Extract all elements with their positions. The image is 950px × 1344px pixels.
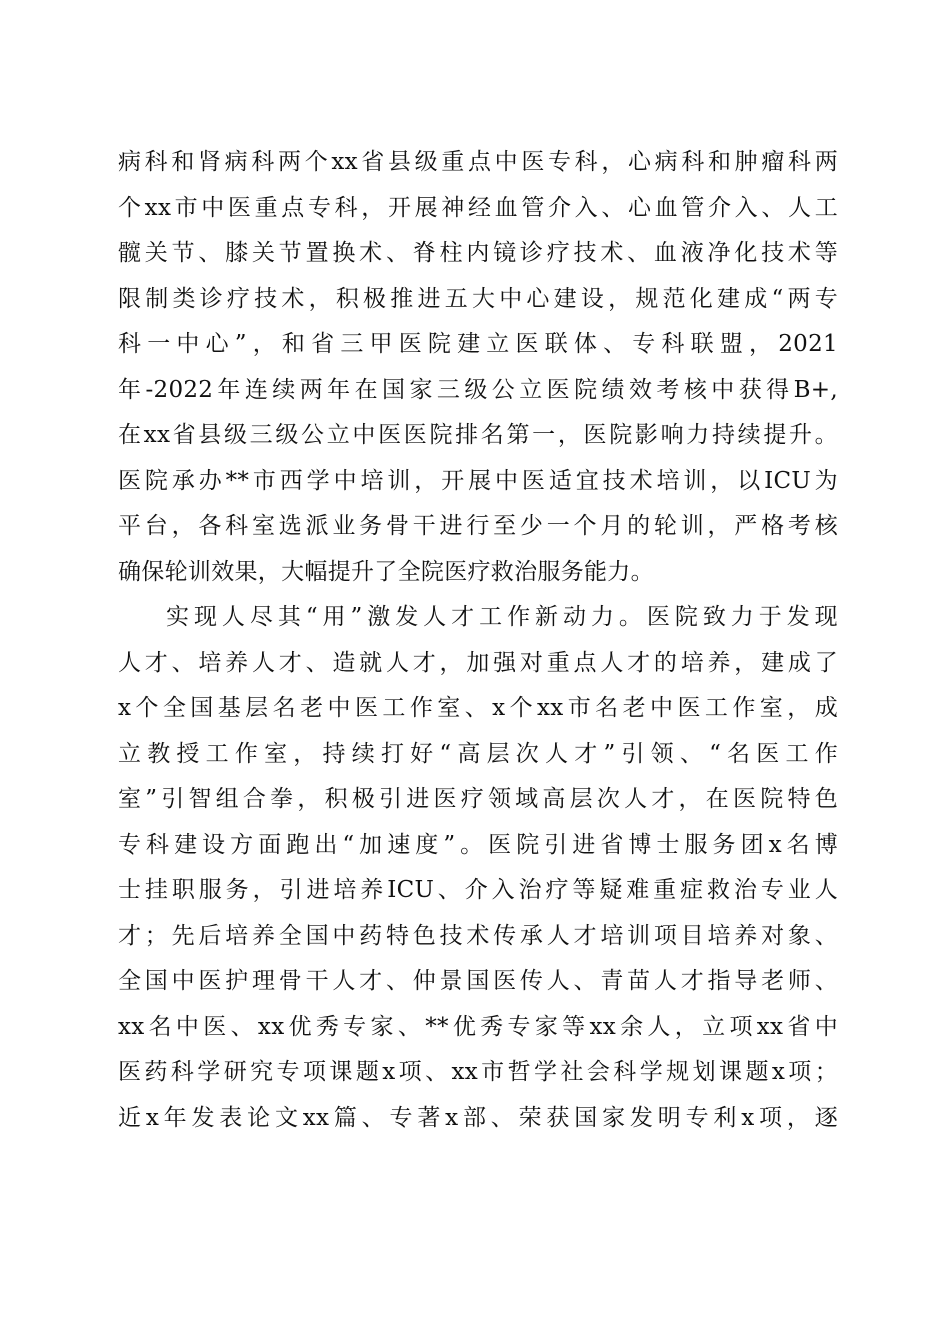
text-line: 室”引智组合拳，积极引进医疗领域高层次人才，在医院特色 xyxy=(118,786,838,812)
paragraph-start-line: 实现人尽其“用”激发人才工作新动力。医院致力于发现 xyxy=(166,604,838,630)
text-line: x个全国基层名老中医工作室、x个xx市名老中医工作室，成 xyxy=(118,695,838,721)
text-line: 全国中医护理骨干人才、仲景国医传人、青苗人才指导老师、 xyxy=(118,968,838,994)
text-line: 髋关节、膝关节置换术、脊柱内镜诊疗技术、血液净化技术等 xyxy=(118,240,838,266)
text-line: 立教授工作室，持续打好“高层次人才”引领、“名医工作 xyxy=(118,740,838,767)
text-line: 病科和肾病科两个xx省县级重点中医专科，心病科和肿瘤科两 xyxy=(118,149,838,175)
body-text xyxy=(118,140,838,1141)
text-line: 在xx省县级三级公立中医医院排名第一，医院影响力持续提升。 xyxy=(118,422,838,448)
text-line: 年-2022年连续两年在国家三级公立医院绩效考核中获得B+, xyxy=(118,376,838,403)
text-line: 专科建设方面跑出“加速度”。医院引进省博士服务团x名博 xyxy=(118,831,838,858)
text-line: 科一中心”，和省三甲医院建立医联体、专科联盟，2021 xyxy=(118,331,838,357)
text-line: 才；先后培养全国中药特色技术传承人才培训项目培养对象、 xyxy=(118,922,838,949)
text-line: 平台，各科室选派业务骨干进行至少一个月的轮训，严格考核 xyxy=(118,513,838,539)
text-line: 限制类诊疗技术，积极推进五大中心建设，规范化建成“两专 xyxy=(118,285,838,312)
text-line: 近x年发表论文xx篇、专著x部、荣获国家发明专利x项，逐 xyxy=(118,1104,838,1131)
text-line: 医院承办**市西学中培训，开展中医适宜技术培训，以ICU为 xyxy=(118,467,838,494)
text-line: xx名中医、xx优秀专家、**优秀专家等xx余人，立项xx省中 xyxy=(118,1013,838,1040)
text-line: 人才、培养人才、造就人才，加强对重点人才的培养，建成了 xyxy=(118,649,838,676)
text-line: 个xx市中医重点专科，开展神经血管介入、心血管介入、人工 xyxy=(118,194,838,221)
text-line: 医药科学研究专项课题x项、xx市哲学社会科学规划课题x项； xyxy=(118,1059,838,1085)
text-line: 士挂职服务，引进培养ICU、介入治疗等疑难重症救治专业人 xyxy=(118,877,838,903)
text-line: 确保轮训效果，大幅提升了全院医疗救治服务能力。 xyxy=(118,558,654,585)
